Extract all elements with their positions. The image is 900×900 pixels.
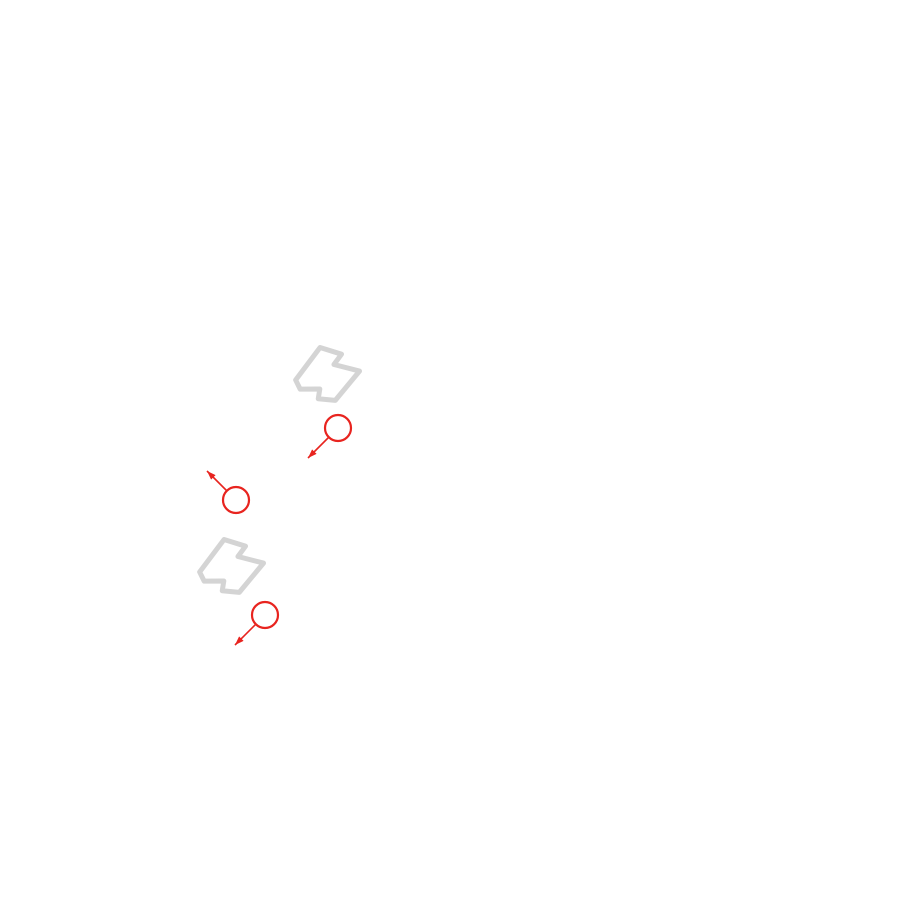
cross-section-r [235, 602, 278, 645]
label-arrow-r [235, 624, 256, 645]
label-arrow-a [207, 471, 227, 491]
watermark-1 [289, 339, 365, 409]
metall-profil-logo-icon [193, 531, 269, 601]
cross-section-ab [207, 415, 351, 513]
metall-profil-logo-icon [289, 339, 365, 409]
watermark-2 [193, 531, 269, 601]
label-arrow-b [308, 437, 329, 458]
